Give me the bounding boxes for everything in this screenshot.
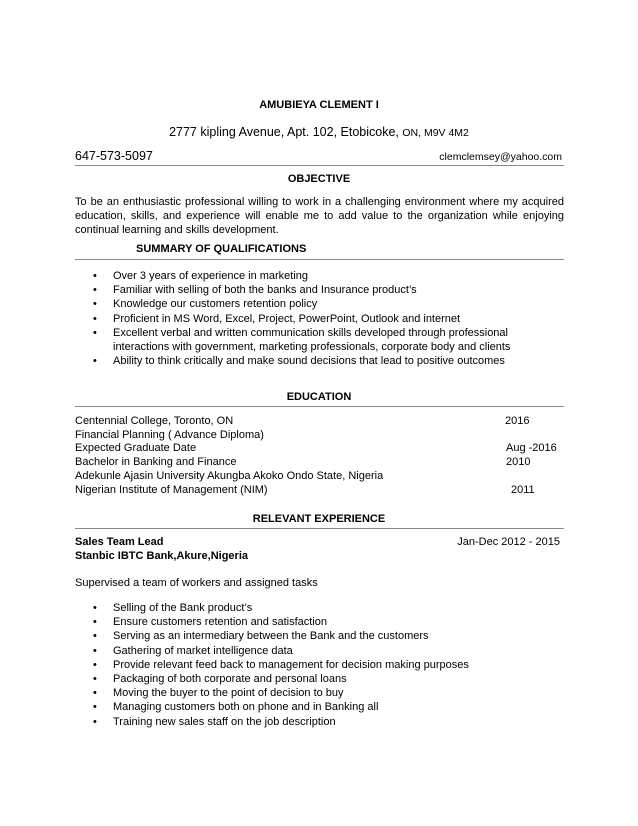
- education-entry: Bachelor in Banking and Finance: [75, 456, 237, 468]
- bullet-icon: •: [93, 312, 97, 325]
- bullet-icon: •: [93, 644, 97, 657]
- address-province: ON, M9V 4M2: [402, 127, 469, 139]
- bullet-icon: •: [93, 630, 97, 643]
- list-item-text: Familiar with selling of both the banks and Insurance product’s: [113, 284, 417, 297]
- objective-text: To be an enthusiastic professional willing to work in a challenging environment where my acquired education, skills, and experience will enable me to add value to the organization while enjoying continual learning and skills development.: [75, 196, 564, 236]
- header-rule: [75, 165, 564, 166]
- education-date: Aug -2016: [506, 442, 557, 454]
- list-item: [75, 354, 564, 368]
- list-item: [75, 601, 564, 615]
- list-item-text: Managing customers both on phone and in Banking all: [113, 701, 379, 714]
- education-entry: Expected Graduate Date: [75, 442, 197, 454]
- experience-heading: RELEVANT EXPERIENCE: [252, 513, 386, 525]
- education-entry: Financial Planning ( Advance Diploma): [75, 429, 264, 441]
- list-item-text: Ability to think critically and make sound decisions that lead to positive outcomes: [113, 355, 505, 368]
- list-item-text: Selling of the Bank product’s: [113, 602, 253, 614]
- list-item: [75, 715, 564, 729]
- education-rule: [75, 406, 564, 407]
- list-item: [75, 629, 564, 643]
- job-summary: Supervised a team of workers and assigned tasks: [75, 577, 318, 589]
- job-title: Sales Team Lead: [75, 536, 164, 548]
- bullet-icon: •: [93, 298, 97, 311]
- list-item-text: Over 3 years of experience in marketing: [113, 270, 309, 282]
- list-item: [75, 326, 564, 354]
- list-item: [75, 297, 564, 311]
- bullet-icon: •: [93, 326, 97, 339]
- list-item-text: Excellent verbal and written communication skills developed through professional interactions with government, marketing professionals, corporate body and clients: [113, 326, 511, 354]
- bullet-icon: •: [93, 355, 97, 368]
- qualifications-rule: [75, 259, 564, 260]
- qualifications-heading: SUMMARY OF QUALIFICATIONS: [136, 243, 307, 255]
- education-row: [75, 415, 564, 429]
- list-item-text: Proficient in MS Word, Excel, Project, PowerPoint, Outlook and internet: [113, 312, 461, 325]
- list-item-text: Packaging of both corporate and personal loans: [113, 673, 347, 686]
- objective-heading: OBJECTIVE: [287, 173, 351, 185]
- list-item: [75, 615, 564, 629]
- bullet-icon: •: [93, 270, 97, 282]
- address-street: 2777 kipling Avenue, Apt. 102, Etobicoke,: [169, 125, 399, 139]
- bullet-icon: •: [93, 658, 97, 671]
- education-entry: Adekunle Ajasin University Akungba Akoko Ondo State, Nigeria: [75, 470, 384, 482]
- bullet-icon: •: [93, 616, 97, 629]
- education-entry: Nigerian Institute of Management (NIM): [75, 484, 268, 496]
- list-item: [75, 312, 564, 326]
- list-item-text: Moving the buyer to the point of decision to buy: [113, 687, 344, 700]
- job-dates: Jan-Dec 2012 - 2015: [457, 536, 560, 548]
- list-item-text: Knowledge our customers retention policy: [113, 298, 318, 311]
- experience-rule: [75, 528, 564, 529]
- list-item: [75, 283, 564, 297]
- education-row: [75, 429, 564, 443]
- education-date: 2010: [506, 456, 531, 468]
- bullet-icon: •: [93, 284, 97, 297]
- bullet-icon: •: [93, 687, 97, 700]
- education-row: [75, 484, 564, 498]
- education-entry: Centennial College, Toronto, ON: [75, 415, 234, 427]
- list-item-text: Training new sales staff on the job description: [113, 715, 336, 728]
- education-heading: EDUCATION: [286, 391, 352, 403]
- qualifications-list: [75, 269, 564, 368]
- address-line: [0, 125, 638, 139]
- employer-name: Stanbic IBTC Bank,Akure,Nigeria: [75, 550, 248, 562]
- list-item-text: Provide relevant feed back to management for decision making purposes: [113, 658, 469, 671]
- bullet-icon: •: [93, 602, 97, 614]
- list-item-text: Ensure customers retention and satisfaction: [113, 616, 328, 629]
- list-item: [75, 269, 564, 283]
- list-item-text: Serving as an intermediary between the Bank and the customers: [113, 630, 429, 643]
- phone-number: 647-573-5097: [75, 149, 153, 163]
- education-date: 2011: [511, 484, 535, 496]
- education-row: [75, 470, 564, 484]
- education-row: [75, 456, 564, 470]
- list-item: [75, 658, 564, 672]
- list-item-text: Gathering of market intelligence data: [113, 644, 293, 657]
- education-date: 2016: [505, 415, 530, 427]
- list-item: [75, 644, 564, 658]
- duties-list: [75, 601, 564, 729]
- education-row: [75, 442, 564, 456]
- email-address: clemclemsey@yahoo.com: [439, 151, 562, 163]
- list-item: [75, 686, 564, 700]
- list-item: [75, 672, 564, 686]
- applicant-name: AMUBIEYA CLEMENT I: [259, 99, 379, 111]
- bullet-icon: •: [93, 715, 97, 728]
- list-item: [75, 700, 564, 714]
- bullet-icon: •: [93, 701, 97, 714]
- bullet-icon: •: [93, 673, 97, 686]
